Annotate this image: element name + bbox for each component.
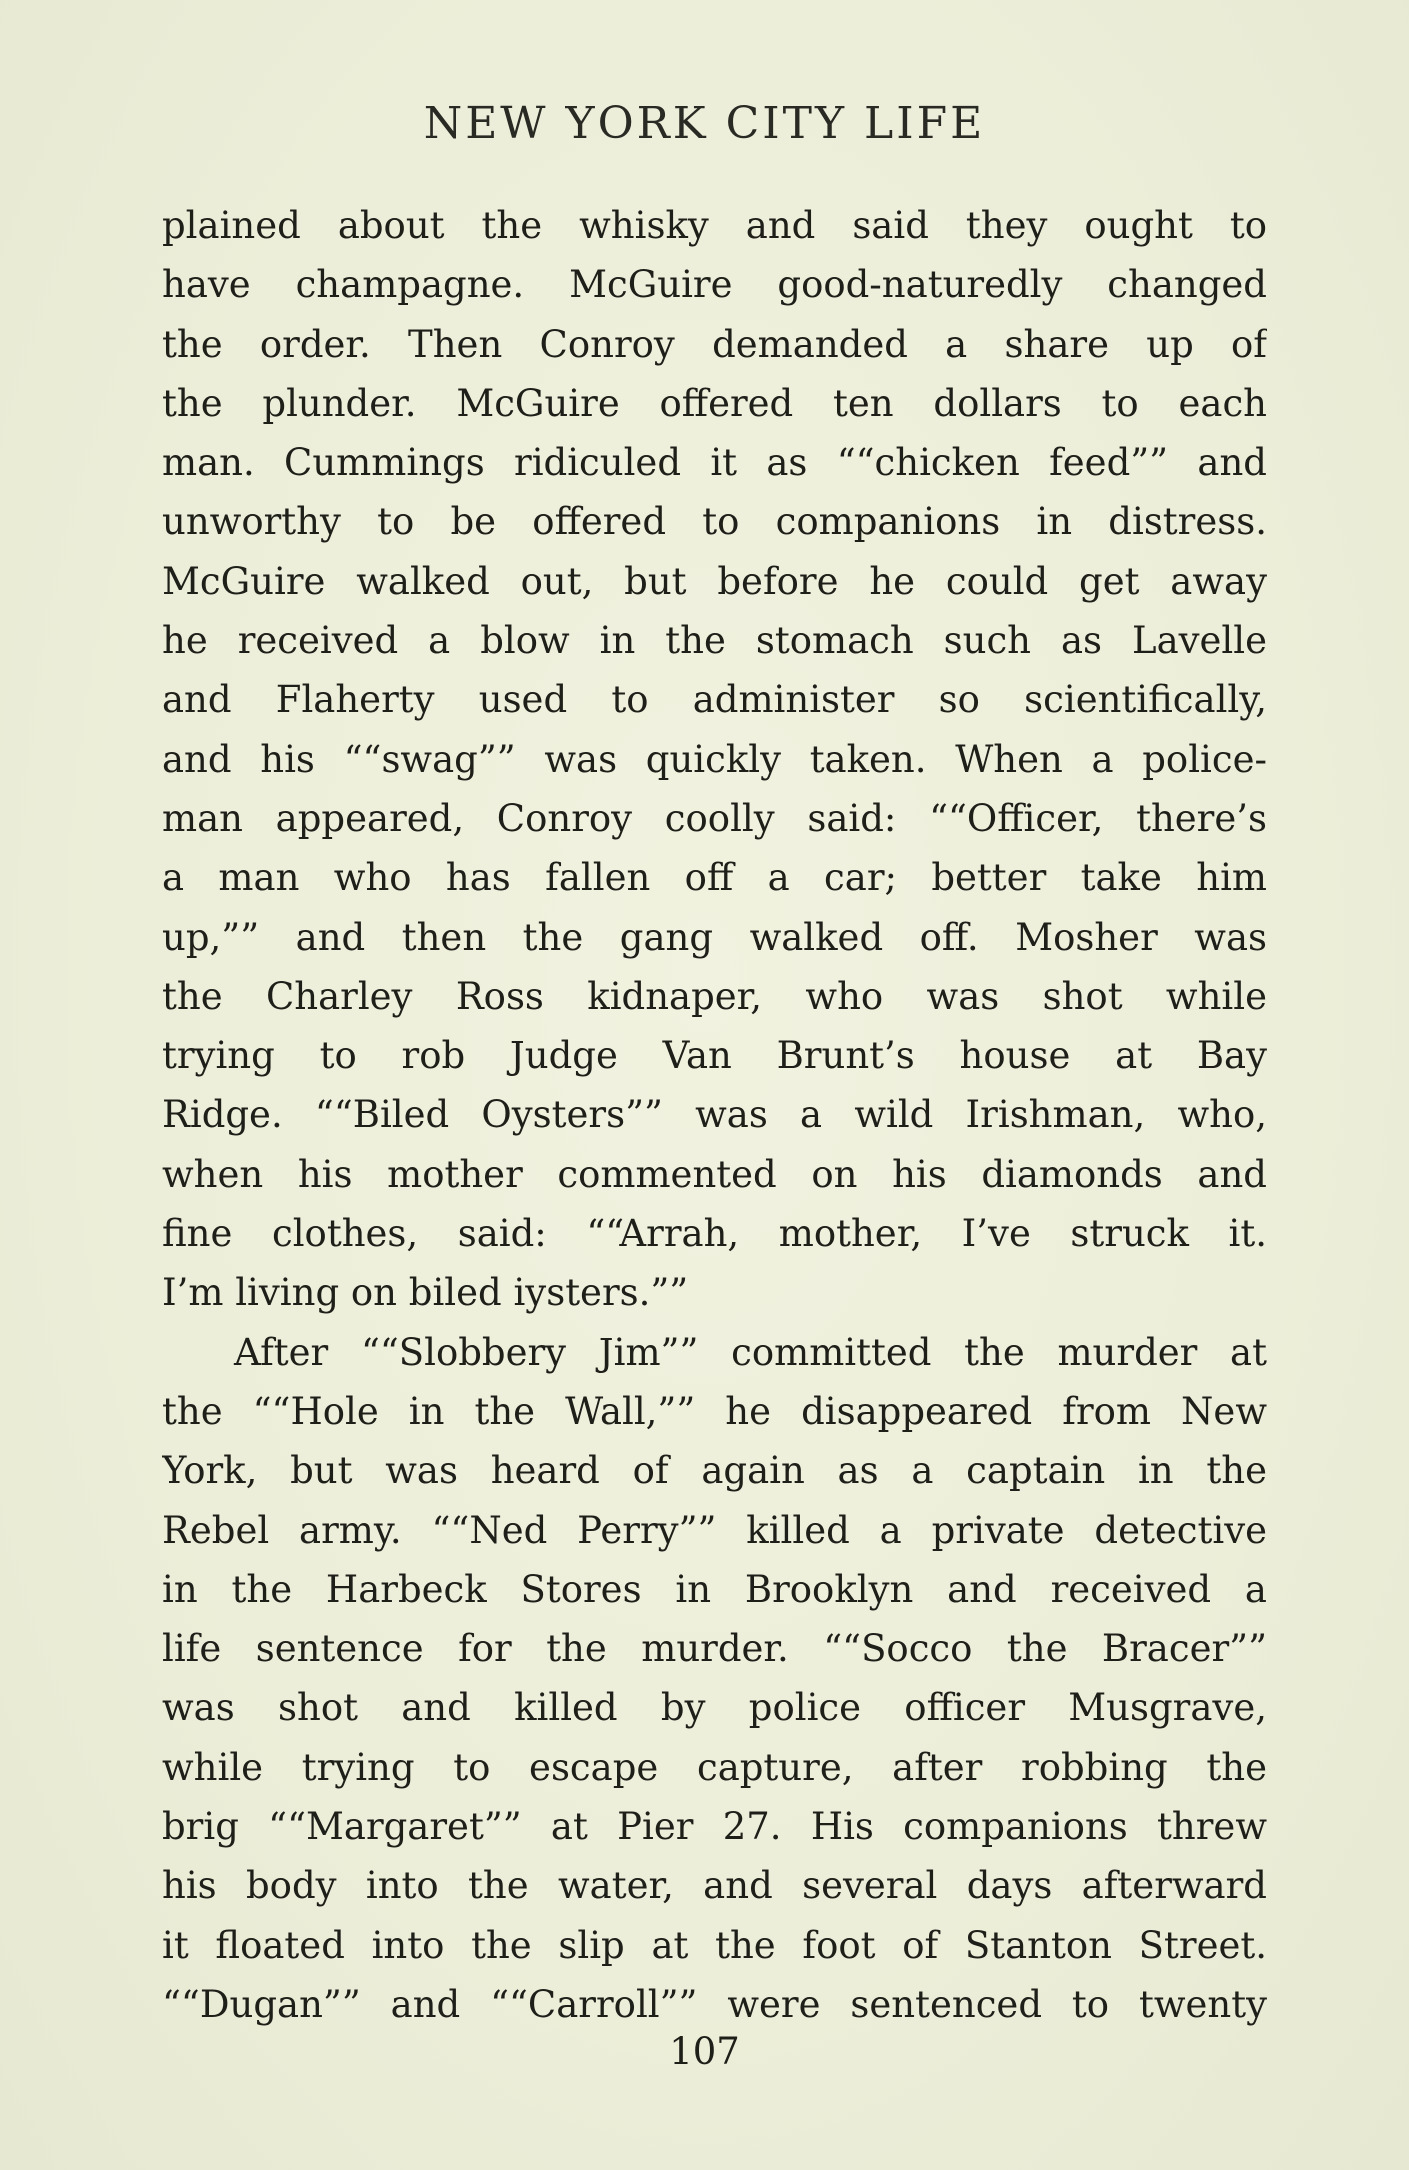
text-line: up,”” and then the gang walked off. Mosher was	[162, 915, 1267, 959]
text-line: fine clothes, said: ““Arrah, mother, I’ve struck it.	[162, 1212, 1267, 1256]
text-line: while trying to escape capture, after robbing the	[162, 1745, 1267, 1789]
text-line: man appeared, Conroy coolly said: ““Officer, there’s	[162, 796, 1267, 840]
text-line: Rebel army. ““Ned Perry”” killed a private detective	[162, 1508, 1267, 1552]
text-line: unworthy to be offered to companions in distress.	[162, 500, 1267, 544]
text-line: the plunder. McGuire offered ten dollars to each	[162, 381, 1267, 425]
running-head: NEW YORK CITY LIFE	[423, 98, 986, 149]
paragraph-start-line: After ““Slobbery Jim”” committed the murder at	[234, 1330, 1267, 1374]
text-line: have champagne. McGuire good-naturedly changed	[162, 263, 1267, 307]
body-text	[162, 196, 1267, 2034]
text-line: a man who has fallen off a car; better take him	[162, 856, 1267, 900]
text-line: trying to rob Judge Van Brunt’s house at Bay	[162, 1034, 1267, 1078]
page-number: 107	[669, 2030, 740, 2073]
text-line: life sentence for the murder. ““Socco the Bracer””	[162, 1627, 1267, 1671]
text-line: the order. Then Conroy demanded a share up of	[162, 322, 1267, 366]
text-line: the Charley Ross kidnaper, who was shot while	[162, 974, 1267, 1018]
text-line: when his mother commented on his diamonds and	[162, 1152, 1267, 1196]
text-line: McGuire walked out, but before he could get away	[162, 559, 1267, 603]
text-line: ““Dugan”” and ““Carroll”” were sentenced to twenty	[162, 1982, 1267, 2026]
text-line: was shot and killed by police officer Musgrave,	[162, 1686, 1267, 1730]
text-line: brig ““Margaret”” at Pier 27. His companions threw	[162, 1805, 1267, 1849]
text-line: plained about the whisky and said they ought to	[162, 204, 1267, 247]
text-line: he received a blow in the stomach such as Lavelle	[162, 619, 1267, 663]
text-line: and his ““swag”” was quickly taken. When a police-	[162, 737, 1267, 781]
text-line: man. Cummings ridiculed it as ““chicken feed”” and	[162, 441, 1267, 485]
text-line: and Flaherty used to administer so scientifically,	[162, 678, 1267, 722]
text-line: the ““Hole in the Wall,”” he disappeared from New	[162, 1389, 1267, 1433]
paragraph-end-line: I’m living on biled iysters.””	[162, 1271, 689, 1315]
text-line: his body into the water, and several days afterward	[162, 1864, 1267, 1908]
text-line: it floated into the slip at the foot of Stanton Street.	[162, 1923, 1267, 1967]
text-line: York, but was heard of again as a captain in the	[162, 1449, 1267, 1493]
text-line: Ridge. ““Biled Oysters”” was a wild Irishman, who,	[162, 1093, 1267, 1137]
text-line: in the Harbeck Stores in Brooklyn and received a	[162, 1567, 1267, 1611]
